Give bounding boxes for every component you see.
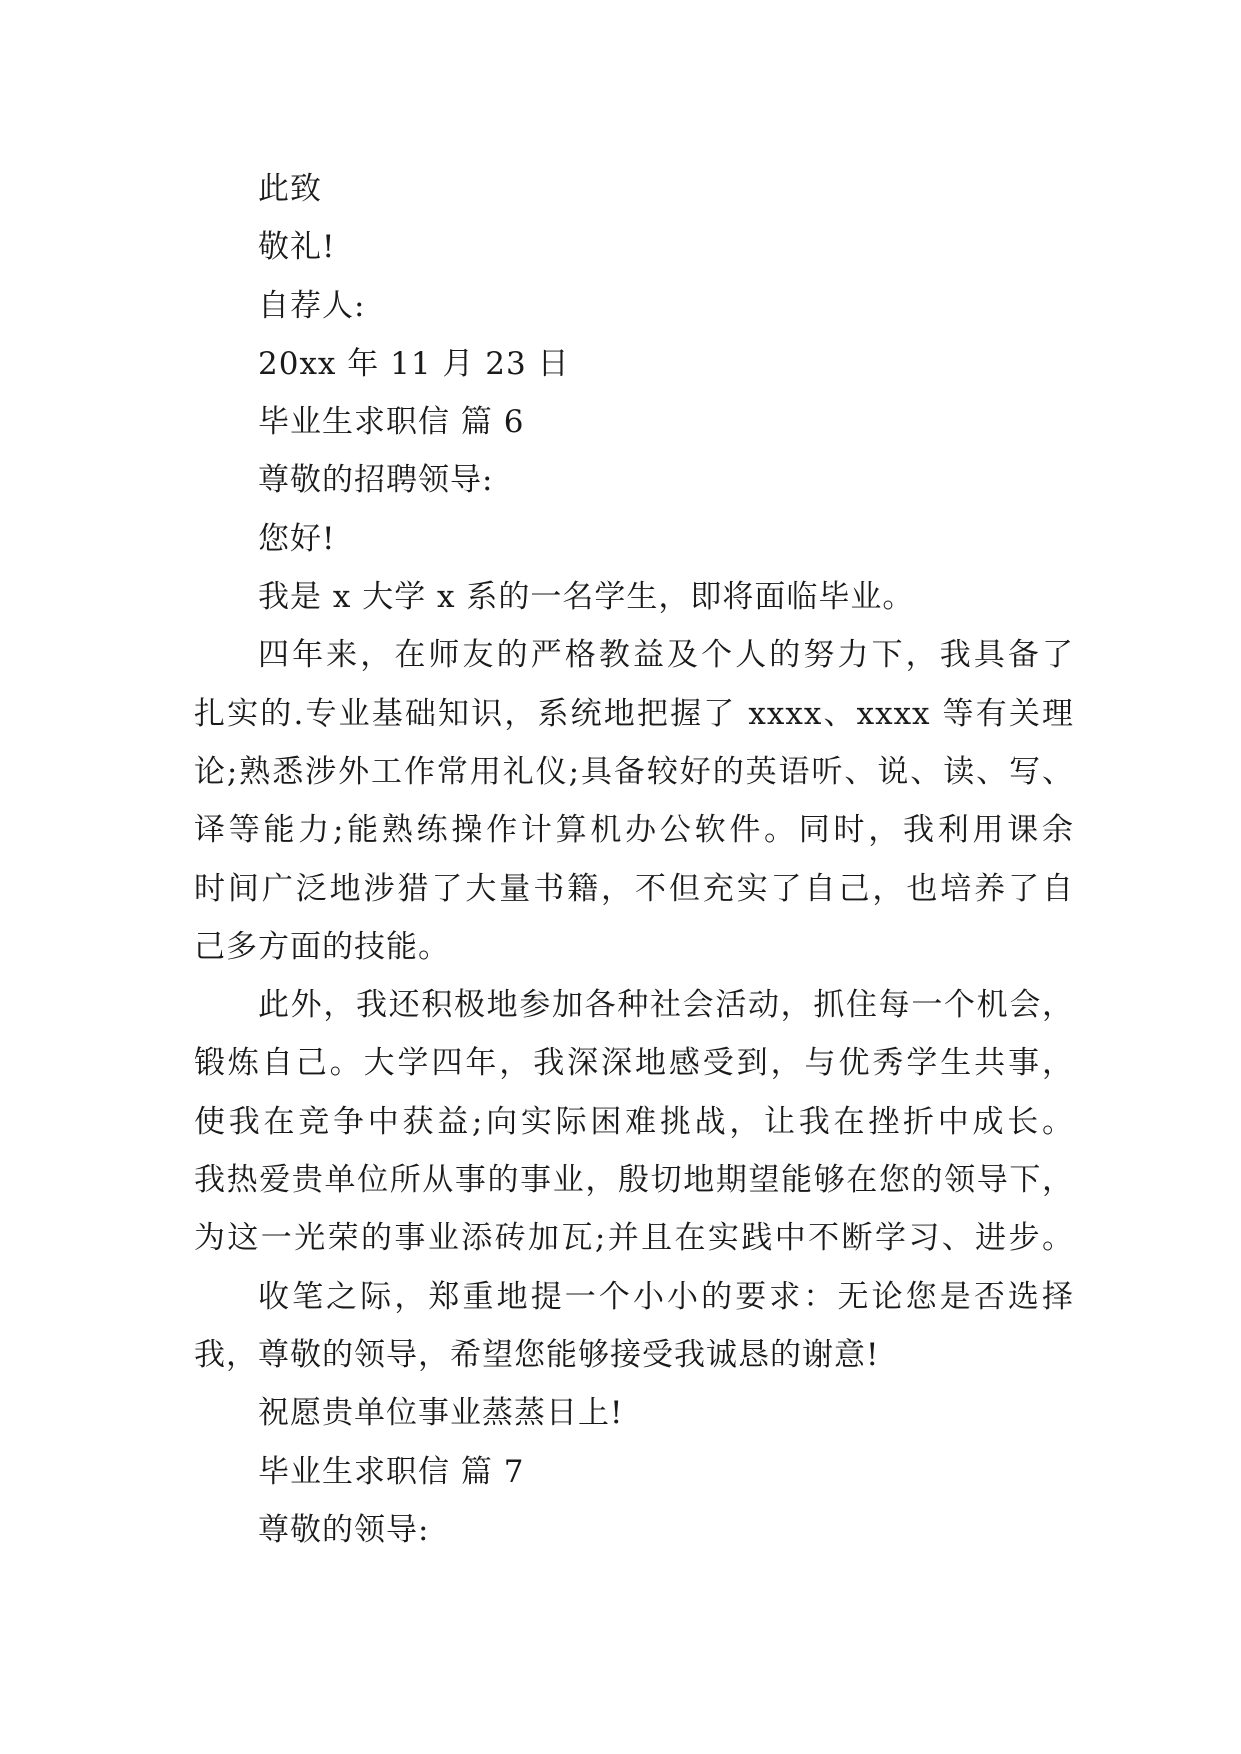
letter-heading-7: 毕业生求职信 篇 7 [258,1453,525,1490]
paragraph-line: 论;熟悉涉外工作常用礼仪;具备较好的英语听、说、读、写、 [194,753,1074,790]
paragraph-line: 己多方面的技能。 [194,928,450,965]
paragraph-line: 时间广泛地涉猎了大量书籍，不但充实了自己，也培养了自 [194,870,1074,907]
paragraph-line: 使我在竞争中获益;向实际困难挑战，让我在挫折中成长。 [194,1103,1074,1140]
document-body [194,160,1074,1559]
paragraph-line: 此外，我还积极地参加各种社会活动，抓住每一个机会， [258,987,1074,1024]
closing-wish: 祝愿贵单位事业蒸蒸日上! [258,1395,624,1432]
signature-label: 自荐人: [258,287,366,324]
letter-date: 20xx 年 11 月 23 日 [258,345,570,382]
paragraph-line: 我是 x 大学 x 系的一名学生，即将面临毕业。 [258,579,915,616]
letter-heading-6: 毕业生求职信 篇 6 [258,404,525,441]
greeting-addressee: 尊敬的招聘领导: [258,462,494,499]
greeting-hello: 您好! [258,520,336,557]
closing-salutation: 此致 [258,171,322,207]
paragraph-line: 扎实的.专业基础知识，系统地把握了 xxxx、xxxx 等有关理 [194,695,1074,732]
paragraph-line: 我，尊敬的领导，希望您能够接受我诚恳的谢意! [194,1336,880,1373]
paragraph-line: 锻炼自己。大学四年，我深深地感受到，与优秀学生共事， [194,1045,1074,1082]
paragraph-line: 四年来，在师友的严格教益及个人的努力下，我具备了 [258,637,1074,674]
greeting-addressee: 尊敬的领导: [258,1511,430,1548]
paragraph-line: 收笔之际，郑重地提一个小小的要求：无论您是否选择 [258,1278,1074,1315]
paragraph-line: 译等能力;能熟练操作计算机办公软件。同时，我利用课余 [194,812,1074,849]
closing-regards: 敬礼! [258,229,336,266]
paragraph-line: 我热爱贵单位所从事的事业，殷切地期望能够在您的领导下， [194,1162,1074,1199]
paragraph-line: 为这一光荣的事业添砖加瓦;并且在实践中不断学习、进步。 [194,1220,1074,1257]
